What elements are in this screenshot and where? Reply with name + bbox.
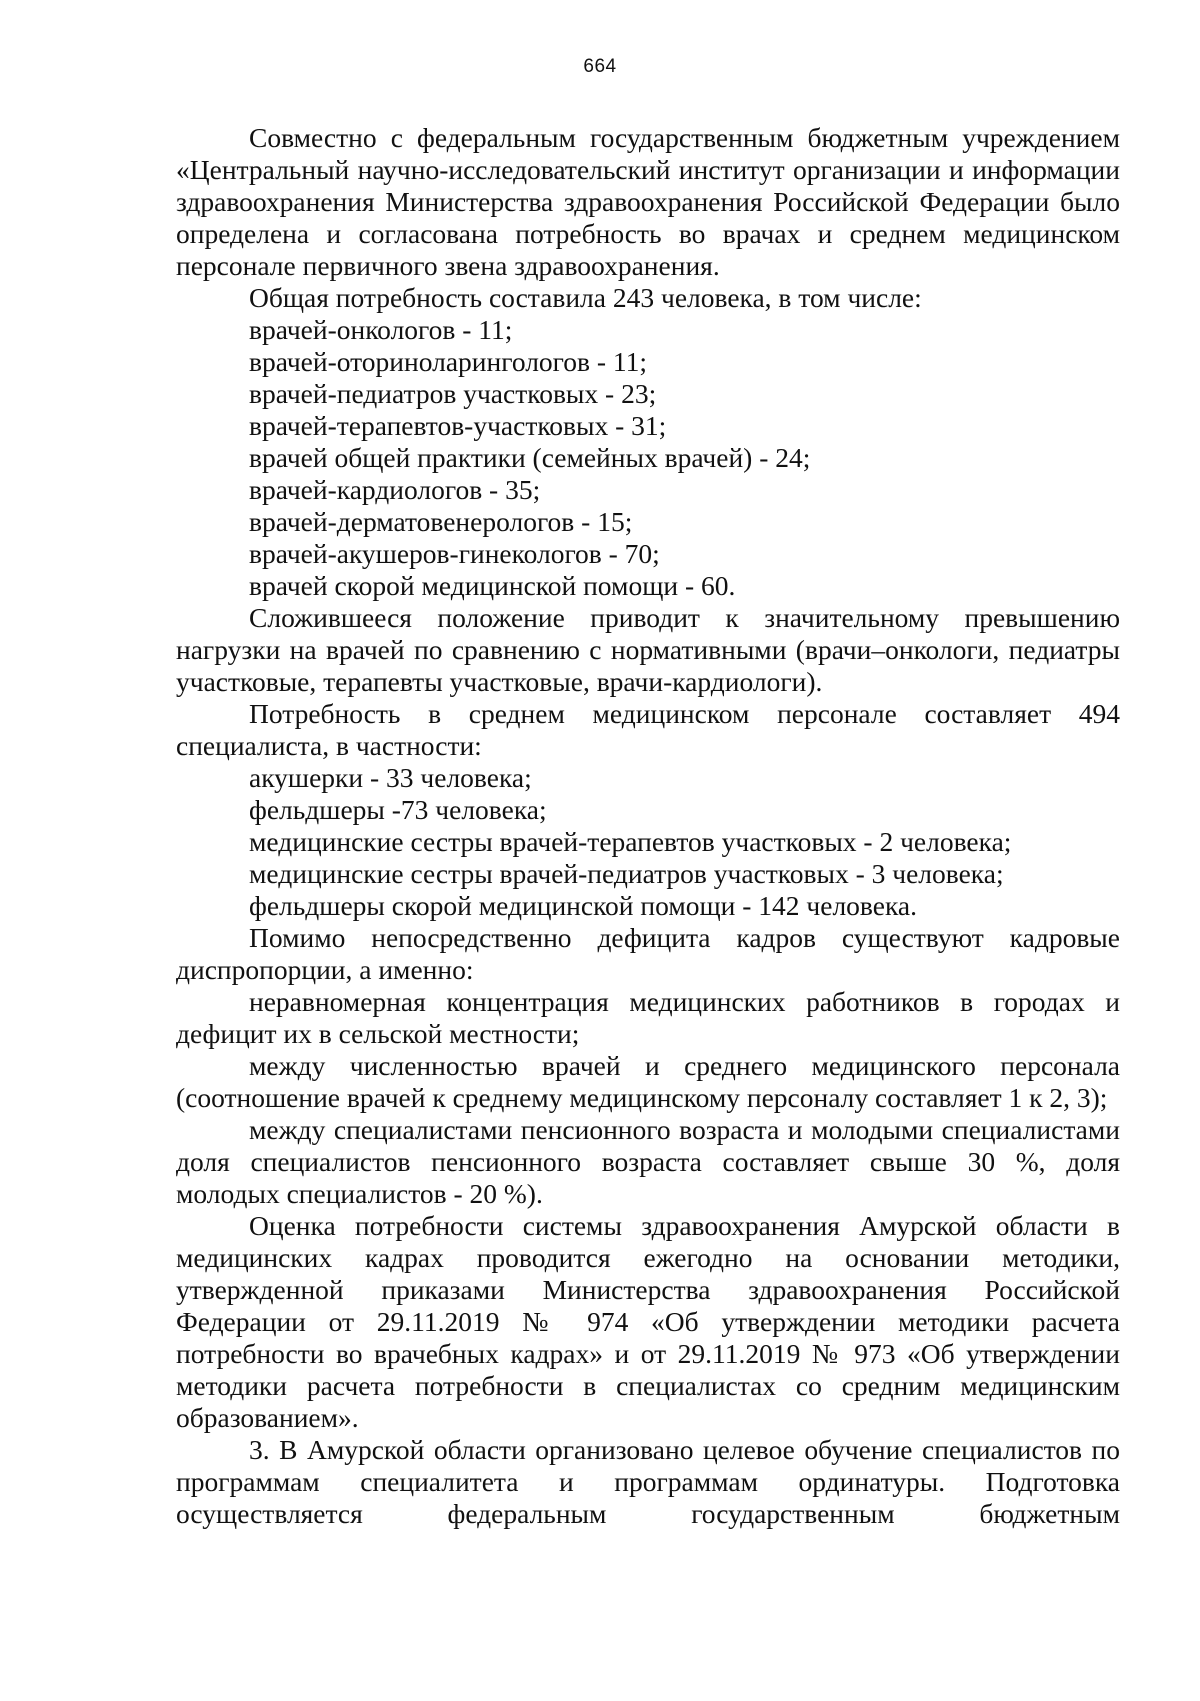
paragraph: Совместно с федеральным государственным бюджетным учреждением «Центральный научно-исследовательский институт организации и информации здравоохранения Министерства здравоохранения Российской Федерации было определена и согласована потребность во врачах и среднем медицинском персонале первичного звена здравоохранения. [176, 122, 1120, 281]
list-item: врачей скорой медицинской помощи - 60. [249, 570, 736, 601]
list-item: врачей общей практики (семейных врачей) - 24; [249, 442, 811, 473]
page-number: 664 [583, 56, 617, 77]
list-item: фельдшеры скорой медицинской помощи - 142 человека. [249, 890, 917, 921]
list-item: врачей-кардиологов - 35; [249, 474, 541, 505]
paragraph: Потребность в среднем медицинском персонале составляет 494 специалиста, в частности: [176, 698, 1120, 761]
list-item: медицинские сестры врачей-педиатров участковых - 3 человека; [249, 858, 1004, 889]
paragraph: Оценка потребности системы здравоохранения Амурской области в медицинских кадрах проводится ежегодно на основании методики, утвержденной приказами Министерства здравоохранения Российской Федерации от 29.11.2019 № 974 «Об утверждении методики расчета потребности во врачебных кадрах» и от 29.11.2019 № 973 «Об утверждении методики расчета потребности в специалистах со средним медицинским образованием». [176, 1210, 1120, 1433]
list-item: врачей-дерматовенерологов - 15; [249, 506, 633, 537]
paragraph: между специалистами пенсионного возраста и молодыми специалистами доля специалистов пенсионного возраста составляет свыше 30 %, доля молодых специалистов - 20 %). [176, 1114, 1120, 1209]
paragraph: между численностью врачей и среднего медицинского персонала (соотношение врачей к среднему медицинскому персоналу составляет 1 к 2, 3); [176, 1050, 1120, 1113]
paragraph: неравномерная концентрация медицинских работников в городах и дефицит их в сельской местности; [176, 986, 1120, 1049]
paragraph: Помимо непосредственно дефицита кадров существуют кадровые диспропорции, а именно: [176, 922, 1120, 985]
paragraph: Сложившееся положение приводит к значительному превышению нагрузки на врачей по сравнению с нормативными (врачи–онкологи, педиатры участковые, терапевты участковые, врачи-кардиологи). [176, 602, 1120, 697]
document-body [176, 122, 1120, 1530]
list-item: фельдшеры -73 человека; [249, 794, 547, 825]
list-item: врачей-акушеров-гинекологов - 70; [249, 538, 660, 569]
paragraph: 3. В Амурской области организовано целевое обучение специалистов по программам специалитета и программам ординатуры. Подготовка осуществляется федеральным государственным бюджетным [176, 1434, 1120, 1529]
list-item: врачей-онкологов - 11; [249, 314, 513, 345]
list-item: врачей-педиатров участковых - 23; [249, 378, 657, 409]
list-item: врачей-терапевтов-участковых - 31; [249, 410, 667, 441]
list-item: медицинские сестры врачей-терапевтов участковых - 2 человека; [249, 826, 1012, 857]
list-item: Общая потребность составила 243 человека, в том числе: [249, 282, 922, 313]
list-item: врачей-оториноларингологов - 11; [249, 346, 648, 377]
list-item: акушерки - 33 человека; [249, 762, 532, 793]
